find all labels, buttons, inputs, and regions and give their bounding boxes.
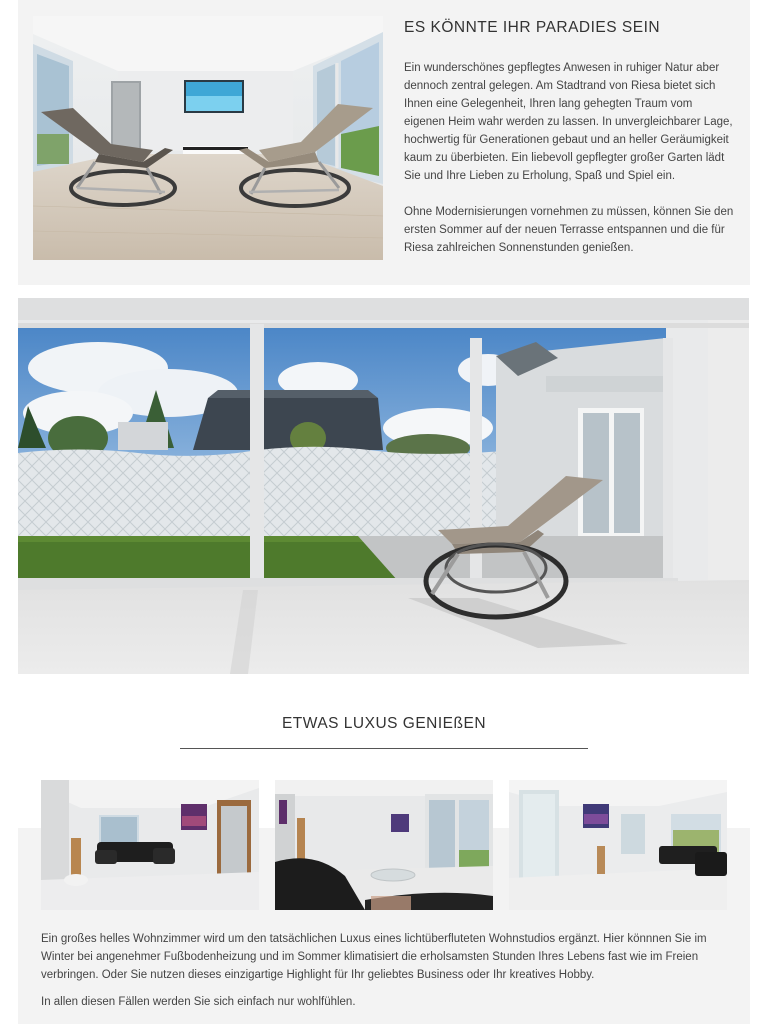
- gallery-thumbnail[interactable]: [509, 780, 727, 910]
- living-room-photo: [33, 16, 383, 260]
- gallery-thumbnail[interactable]: [275, 780, 493, 910]
- intro-paragraph: Ohne Modernisierungen vornehmen zu müssen, können Sie den ersten Sommer auf der neuen Terrasse entspannen und die für Riesa zahlreichen Sonnenstunden genießen.: [404, 206, 734, 254]
- studio-hero-photo: [18, 298, 749, 674]
- luxury-paragraph: In allen diesen Fällen werden Sie sich einfach nur wohlfühlen.: [41, 996, 356, 1008]
- gallery-thumbnail[interactable]: [41, 780, 259, 910]
- luxury-heading: ETWAS LUXUS GENIEßEN: [281, 715, 487, 732]
- luxury-paragraph: Ein großes helles Wohnzimmer wird um den tatsächlichen Luxus eines lichtüberfluteten Wohnstudios ergänzt. Hier könnnen Sie im Winter bei angenehmer Fußbodenheizung und im Sommer klimatisiert die erholsamsten Stunden Ihres Lebens fast wie im Freien verbringen. Oder Sie nutzen dieses einzigartige Highlight für Ihr geliebtes Business oder Ihr kreatives Hobby.: [41, 933, 707, 981]
- luxury-text-block: [41, 930, 731, 1011]
- intro-heading: ES KÖNNTE IHR PARADIES SEIN: [404, 19, 661, 36]
- heading-divider: [180, 748, 588, 749]
- intro-paragraph: Ein wunderschönes gepflegtes Anwesen in ruhiger Natur aber dennoch zentral gelegen. Am Stadtrand von Riesa bietet sich Ihnen eine Gelegenheit, Ihren lang gehegten Traum vom eigenen Heim wahr werden zu lassen. In unvergleichbarer Lage, hochwertig für Generationen gebaut und an heller Geräumigkeit kaum zu überbieten. Ein liebevoll gepflegter großer Garten lädt Sie und Ihre Lieben zu Erholung, Spaß und Spiel ein.: [404, 62, 733, 182]
- intro-text-block: [404, 16, 734, 257]
